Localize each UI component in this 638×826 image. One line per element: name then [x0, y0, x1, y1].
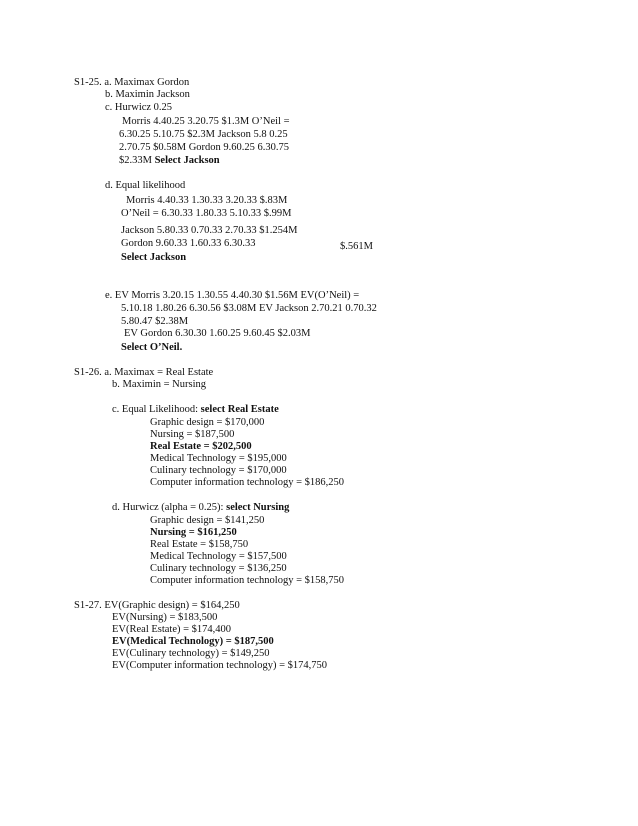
s1-26-d-select: select Nursing — [226, 502, 290, 513]
list-item: Culinary technology = $170,000 — [150, 465, 287, 476]
list-item: Real Estate = $202,500 — [150, 441, 252, 452]
s1-27-item: EV(Nursing) = $183,500 — [112, 612, 218, 623]
s1-26-c-select: select Real Estate — [200, 404, 279, 415]
s1-25-d-line4-value: $.561M — [340, 241, 373, 252]
s1-26-c-label: c. Equal Likelihood: — [112, 404, 201, 415]
s1-25-e-line4: EV Gordon 6.30.30 1.60.25 9.60.45 $2.03M — [124, 328, 311, 339]
s1-25-c-select: Select Jackson — [154, 155, 220, 166]
s1-25-c-line1: Morris 4.40.25 3.20.75 $1.3M O’Neil = — [122, 116, 290, 127]
s1-26-b: b. Maximin = Nursing — [112, 379, 207, 390]
s1-27-item: EV(Medical Technology) = $187,500 — [112, 636, 274, 647]
s1-25-e-select: Select O’Neil. — [121, 342, 183, 353]
s1-26-c-heading — [112, 404, 279, 416]
s1-25-c-line2: 6.30.25 5.10.75 $2.3M Jackson 5.8 0.25 — [119, 129, 288, 140]
list-item: Nursing = $161,250 — [150, 527, 237, 538]
s1-25-e-line3: 5.80.47 $2.38M — [121, 316, 189, 327]
s1-25-c-line4 — [119, 155, 220, 167]
s1-25-d-line1: Morris 4.40.33 1.30.33 3.20.33 $.83M — [126, 195, 288, 206]
s1-26-header: S1-26. a. Maximax = Real Estate — [74, 367, 214, 378]
s1-25-header: S1-25. a. Maximax Gordon — [74, 77, 190, 88]
s1-26-d-heading — [112, 502, 289, 514]
s1-25-e-line2: 5.10.18 1.80.26 6.30.56 $3.08M EV Jackson 2.70.21 0.70.32 — [121, 303, 377, 314]
s1-25-d: d. Equal likelihood — [105, 180, 186, 191]
s1-26-d-label: d. Hurwicz (alpha = 0.25): — [112, 502, 227, 513]
s1-25-d-line3: Jackson 5.80.33 0.70.33 2.70.33 $1.254M — [121, 225, 298, 236]
list-item: Computer information technology = $186,250 — [150, 477, 345, 488]
list-item: Nursing = $187,500 — [150, 429, 235, 440]
s1-27-item: EV(Culinary technology) = $149,250 — [112, 648, 270, 659]
s1-25-d-select: Select Jackson — [121, 252, 187, 263]
list-item: Real Estate = $158,750 — [150, 539, 249, 550]
list-item: Medical Technology = $157,500 — [150, 551, 287, 562]
s1-25-d-line2: O’Neil = 6.30.33 1.80.33 5.10.33 $.99M — [121, 208, 292, 219]
s1-27-item: EV(Computer information technology) = $174,750 — [112, 660, 328, 671]
s1-25-c: c. Hurwicz 0.25 — [105, 102, 173, 113]
s1-25-d-line4: Gordon 9.60.33 1.60.33 6.30.33 — [121, 238, 256, 249]
s1-27-item: EV(Real Estate) = $174,400 — [112, 624, 232, 635]
list-item: Culinary technology = $136,250 — [150, 563, 287, 574]
list-item: Graphic design = $170,000 — [150, 417, 265, 428]
s1-25-e-line1: e. EV Morris 3.20.15 1.30.55 4.40.30 $1.56M EV(O’Neil) = — [105, 290, 360, 301]
s1-25-c-value: $2.33M — [119, 155, 155, 166]
s1-25-c-line3: 2.70.75 $0.58M Gordon 9.60.25 6.30.75 — [119, 142, 290, 153]
list-item: Computer information technology = $158,750 — [150, 575, 345, 586]
list-item: Medical Technology = $195,000 — [150, 453, 287, 464]
list-item: Graphic design = $141,250 — [150, 515, 265, 526]
s1-27-item: S1-27. EV(Graphic design) = $164,250 — [74, 600, 240, 611]
s1-25-b: b. Maximin Jackson — [105, 89, 190, 100]
